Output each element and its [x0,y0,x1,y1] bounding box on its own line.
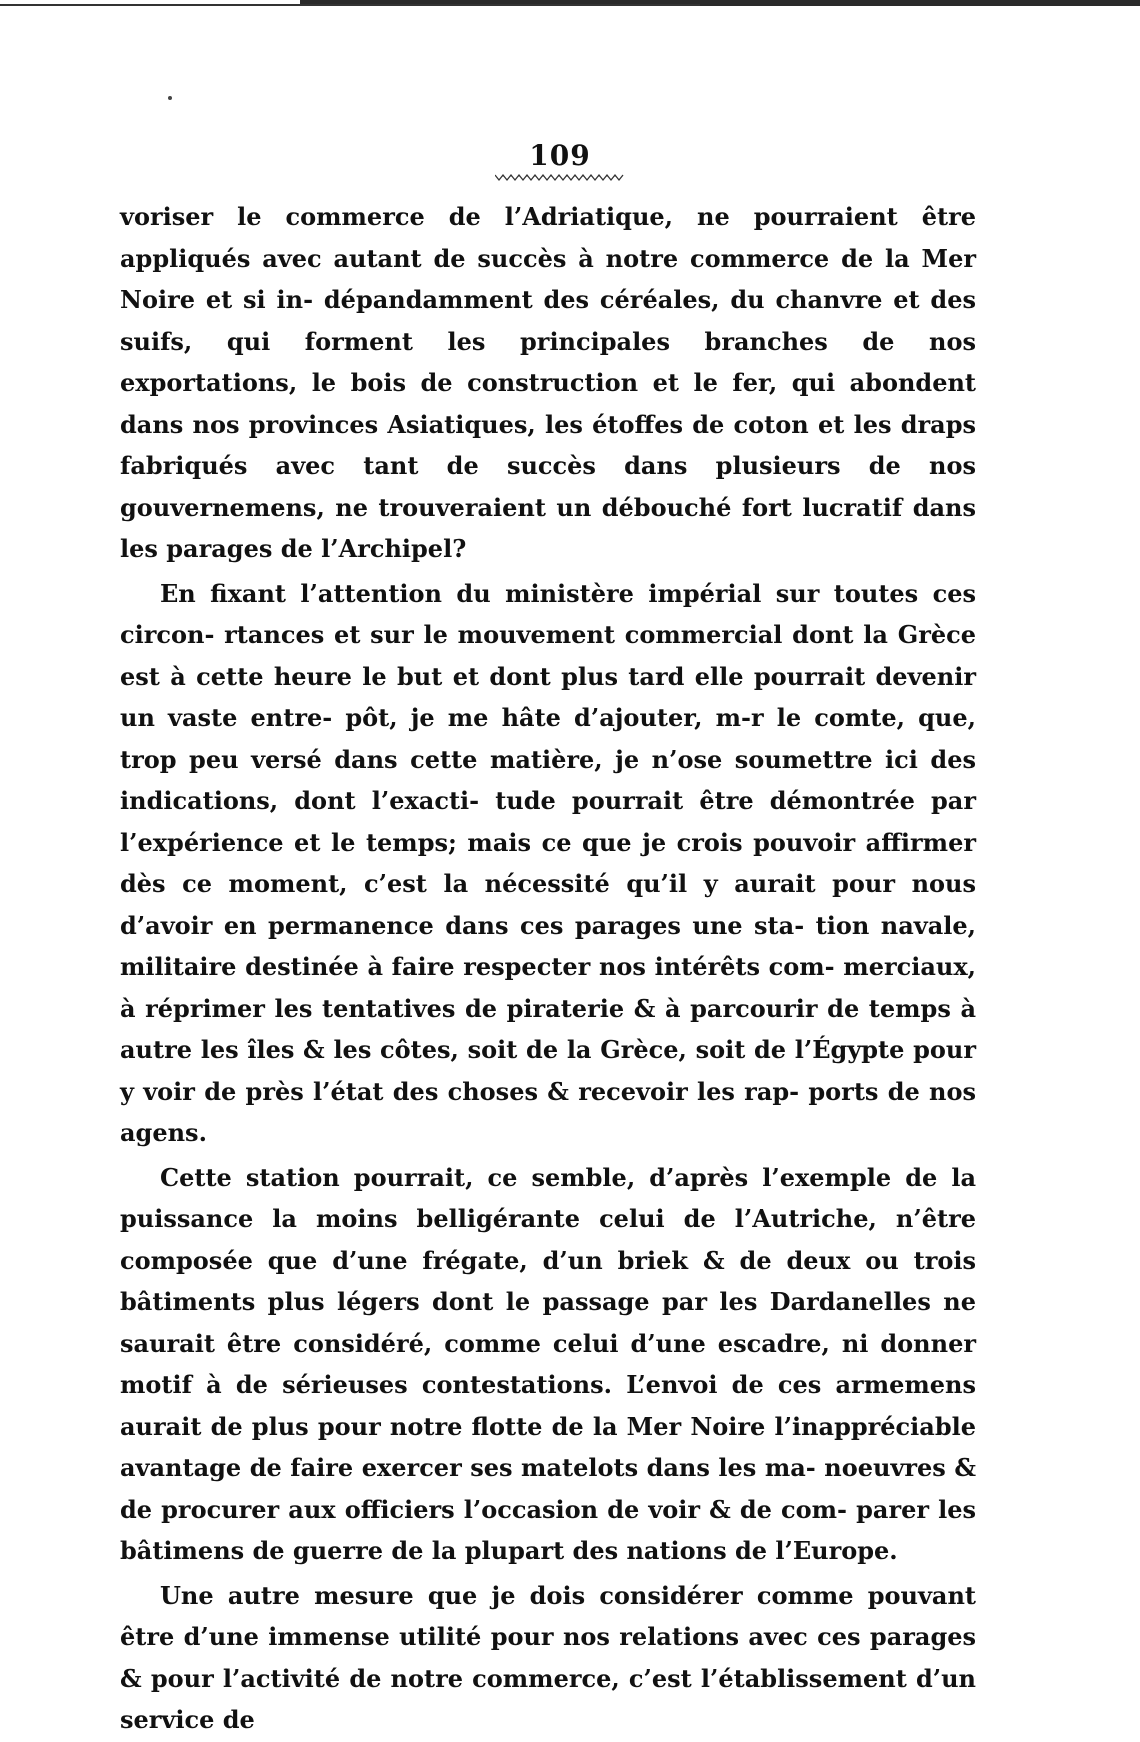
top-edge-thin-rule [0,4,700,6]
page-number: 109 [529,139,591,172]
scan-speck [168,96,172,100]
page-header [490,139,630,182]
body-text [120,196,976,1741]
paragraph-1: voriser le commerce de l’Adriatique, ne pourraient être appliqués avec autant de succès à notre commerce de la Mer Noire et si in- dépandamment des céréales, du chanvre et des suifs, qui forment les principales branches de nos exportations, le bois de construction et le fer, qui abondent dans nos provinces Asiatiques, les étoffes de coton et les draps fabriqués avec tant de succès dans plusieurs de nos gouvernemens, ne trouveraient un débouché fort lucratif dans les parages de l’Archipel? [120,202,976,563]
page-number-ornament [495,172,625,182]
paragraph-4: Une autre mesure que je dois considérer comme pouvant être d’une immense utilité pour nos relations avec ces parages & pour l’activité de notre commerce, c’est l’établissement d’un service de [120,1580,976,1734]
paragraph-3: Cette station pourrait, ce semble, d’après l’exemple de la puissance la moins belligérante celui de l’Autriche, n’être composée que d’une frégate, d’un briek & de deux ou trois bâtiments plus légers dont le passage par les Dardanelles ne saurait être considéré, comme celui d’une escadre, ni donner motif à de sérieuses contestations. L’envoi de ces armemens aurait de plus pour notre flotte de la Mer Noire l’inappréciable avantage de faire exercer ses matelots dans les ma- noeuvres & de procurer aux officiers l’occasion de voir & de com- parer les bâtimens de guerre de la plupart des nations de l’Europe. [120,1162,976,1565]
paragraph-2: En fixant l’attention du ministère impérial sur toutes ces circon- rtances et sur le mouvement commercial dont la Grèce est à cette heure le but et dont plus tard elle pourrait devenir un vaste entre- pôt, je me hâte d’ajouter, m-r le comte, que, trop peu versé dans cette matière, je n’ose soumettre ici des indications, dont l’exacti- tude pourrait être démontrée par l’expérience et le temps; mais ce que je crois pouvoir affirmer dès ce moment, c’est la nécessité qu’il y aurait pour nous d’avoir en permanence dans ces parages une sta- tion navale, militaire destinée à faire respecter nos intérêts com- merciaux, à réprimer les tentatives de piraterie & à parcourir de temps à autre les îles & les côtes, soit de la Grèce, soit de l’Égypte pour y voir de près l’état des choses & recevoir les rap- ports de nos agens. [120,578,976,1147]
